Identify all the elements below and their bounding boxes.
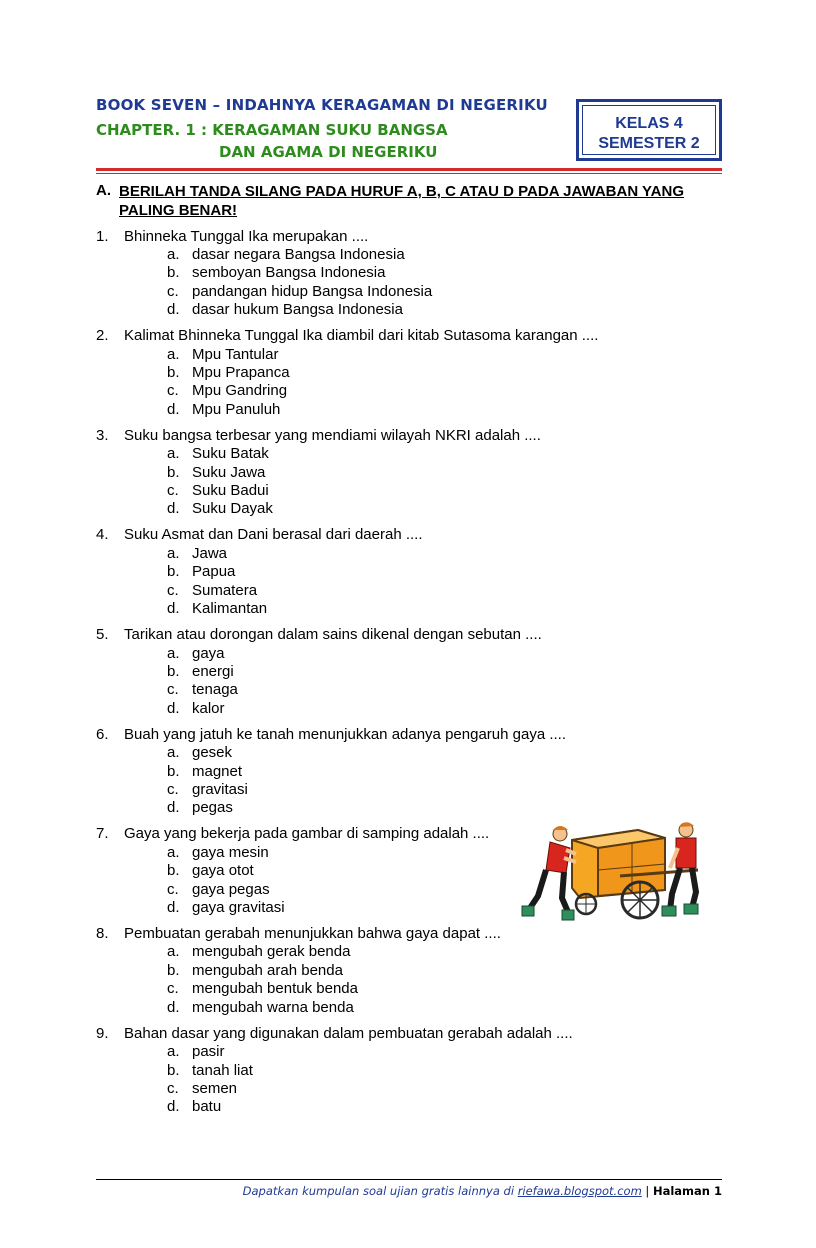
option-text: Papua [192, 563, 236, 580]
option-text: Kalimantan [192, 600, 268, 617]
option-text: dasar negara Bangsa Indonesia [192, 246, 405, 263]
class-label: KELAS 4 [615, 115, 683, 132]
question-number: 6. [96, 726, 109, 743]
option-text: mengubah gerak benda [192, 943, 351, 960]
option-text: gaya otot [192, 862, 254, 879]
question-text: Tarikan atau dorongan dalam sains dikenal dengan sebutan .... [124, 626, 542, 643]
question-text: Bhinneka Tunggal Ika merupakan .... [124, 228, 369, 245]
option-text: pegas [192, 799, 233, 816]
option-letter[interactable]: c. [167, 881, 179, 898]
option-letter[interactable]: d. [167, 999, 180, 1016]
option-letter[interactable]: b. [167, 862, 180, 879]
option-letter[interactable]: a. [167, 445, 180, 462]
option-text: Mpu Panuluh [192, 401, 281, 418]
section-letter: A. [96, 182, 111, 199]
option-text: Mpu Tantular [192, 346, 279, 363]
option-letter[interactable]: b. [167, 763, 180, 780]
option-letter[interactable]: d. [167, 401, 180, 418]
page-number: Halaman 1 [652, 1184, 722, 1198]
option-letter[interactable]: b. [167, 364, 180, 381]
option-letter[interactable]: d. [167, 301, 180, 318]
option-letter[interactable]: a. [167, 1043, 180, 1060]
question-text: Gaya yang bekerja pada gambar di samping adalah .... [124, 825, 490, 842]
page-footer [96, 1184, 722, 1198]
option-letter[interactable]: d. [167, 500, 180, 517]
option-text: dasar hukum Bangsa Indonesia [192, 301, 403, 318]
option-letter[interactable]: a. [167, 346, 180, 363]
question-number: 7. [96, 825, 109, 842]
option-letter[interactable]: c. [167, 681, 179, 698]
option-letter[interactable]: d. [167, 799, 180, 816]
option-text: gaya pegas [192, 881, 270, 898]
question-text: Suku Asmat dan Dani berasal dari daerah .... [124, 526, 423, 543]
option-letter[interactable]: b. [167, 563, 180, 580]
option-text: Suku Dayak [192, 500, 273, 517]
question-text: Suku bangsa terbesar yang mendiami wilayah NKRI adalah .... [124, 427, 541, 444]
header-divider-thin [96, 173, 722, 174]
question-text: Pembuatan gerabah menunjukkan bahwa gaya dapat .... [124, 925, 501, 942]
option-text: pandangan hidup Bangsa Indonesia [192, 283, 433, 300]
option-text: tanah liat [192, 1062, 253, 1079]
option-letter[interactable]: d. [167, 700, 180, 717]
footer-separator: | [641, 1184, 653, 1198]
option-letter[interactable]: a. [167, 844, 180, 861]
option-letter[interactable]: c. [167, 781, 179, 798]
option-text: gaya mesin [192, 844, 269, 861]
option-letter[interactable]: c. [167, 1080, 179, 1097]
option-text: magnet [192, 763, 243, 780]
option-text: Mpu Gandring [192, 382, 288, 399]
option-text: Suku Jawa [192, 464, 266, 481]
option-letter[interactable]: a. [167, 246, 180, 263]
option-text: mengubah bentuk benda [192, 980, 358, 997]
person-pulling-icon [662, 822, 698, 916]
option-letter[interactable]: c. [167, 980, 179, 997]
option-letter[interactable]: a. [167, 545, 180, 562]
option-text: Suku Badui [192, 482, 269, 499]
question-number: 3. [96, 427, 109, 444]
option-letter[interactable]: c. [167, 283, 179, 300]
option-letter[interactable]: c. [167, 582, 179, 599]
person-pushing-icon [522, 826, 576, 920]
option-letter[interactable]: a. [167, 943, 180, 960]
question-number: 9. [96, 1025, 109, 1042]
option-text: kalor [192, 700, 225, 717]
option-text: semen [192, 1080, 238, 1097]
question-number: 8. [96, 925, 109, 942]
book-title: BOOK SEVEN – INDAHNYA KERAGAMAN DI NEGERIKU [96, 96, 548, 114]
option-text: Mpu Prapanca [192, 364, 290, 381]
question-text: Kalimat Bhinneka Tunggal Ika diambil dari kitab Sutasoma karangan .... [124, 327, 599, 344]
option-text: batu [192, 1098, 222, 1115]
option-text: semboyan Bangsa Indonesia [192, 264, 386, 281]
question-number: 4. [96, 526, 109, 543]
option-text: pasir [192, 1043, 225, 1060]
option-letter[interactable]: d. [167, 899, 180, 916]
chapter-title-line2: DAN AGAMA DI NEGERIKU [219, 143, 438, 161]
footer-divider [96, 1179, 722, 1180]
option-letter[interactable]: b. [167, 663, 180, 680]
option-letter[interactable]: b. [167, 464, 180, 481]
header-divider [96, 168, 722, 171]
option-letter[interactable]: c. [167, 382, 179, 399]
question-number: 1. [96, 228, 109, 245]
option-text: tenaga [192, 681, 238, 698]
option-text: Suku Batak [192, 445, 269, 462]
option-letter[interactable]: a. [167, 645, 180, 662]
question-text: Buah yang jatuh ke tanah menunjukkan adanya pengaruh gaya .... [124, 726, 566, 743]
question-text: Bahan dasar yang digunakan dalam pembuatan gerabah adalah .... [124, 1025, 573, 1042]
option-letter[interactable]: d. [167, 600, 180, 617]
option-letter[interactable]: a. [167, 744, 180, 761]
pushing-pulling-cart-illustration [520, 818, 710, 926]
option-letter[interactable]: c. [167, 482, 179, 499]
option-text: energi [192, 663, 234, 680]
option-letter[interactable]: b. [167, 1062, 180, 1079]
option-letter[interactable]: d. [167, 1098, 180, 1115]
option-text: Jawa [192, 545, 228, 562]
chapter-title-line1: CHAPTER. 1 : KERAGAMAN SUKU BANGSA [96, 121, 448, 139]
option-text: gaya [192, 645, 225, 662]
question-number: 2. [96, 327, 109, 344]
option-text: gravitasi [192, 781, 248, 798]
option-text: gaya gravitasi [192, 899, 285, 916]
footer-blog-link[interactable]: riefawa.blogspot.com [517, 1184, 642, 1198]
option-text: mengubah warna benda [192, 999, 354, 1016]
option-letter[interactable]: b. [167, 962, 180, 979]
option-text: gesek [192, 744, 233, 761]
option-letter[interactable]: b. [167, 264, 180, 281]
semester-label: SEMESTER 2 [598, 135, 700, 152]
footer-note: Dapatkan kumpulan soal ujian gratis lainnya di [242, 1184, 518, 1198]
class-semester-box [576, 99, 722, 161]
question-number: 5. [96, 626, 109, 643]
option-text: Sumatera [192, 582, 258, 599]
option-text: mengubah arah benda [192, 962, 343, 979]
section-instruction: BERILAH TANDA SILANG PADA HURUF A, B, C ATAU D PADA JAWABAN YANG PALING BENAR! [119, 183, 685, 219]
